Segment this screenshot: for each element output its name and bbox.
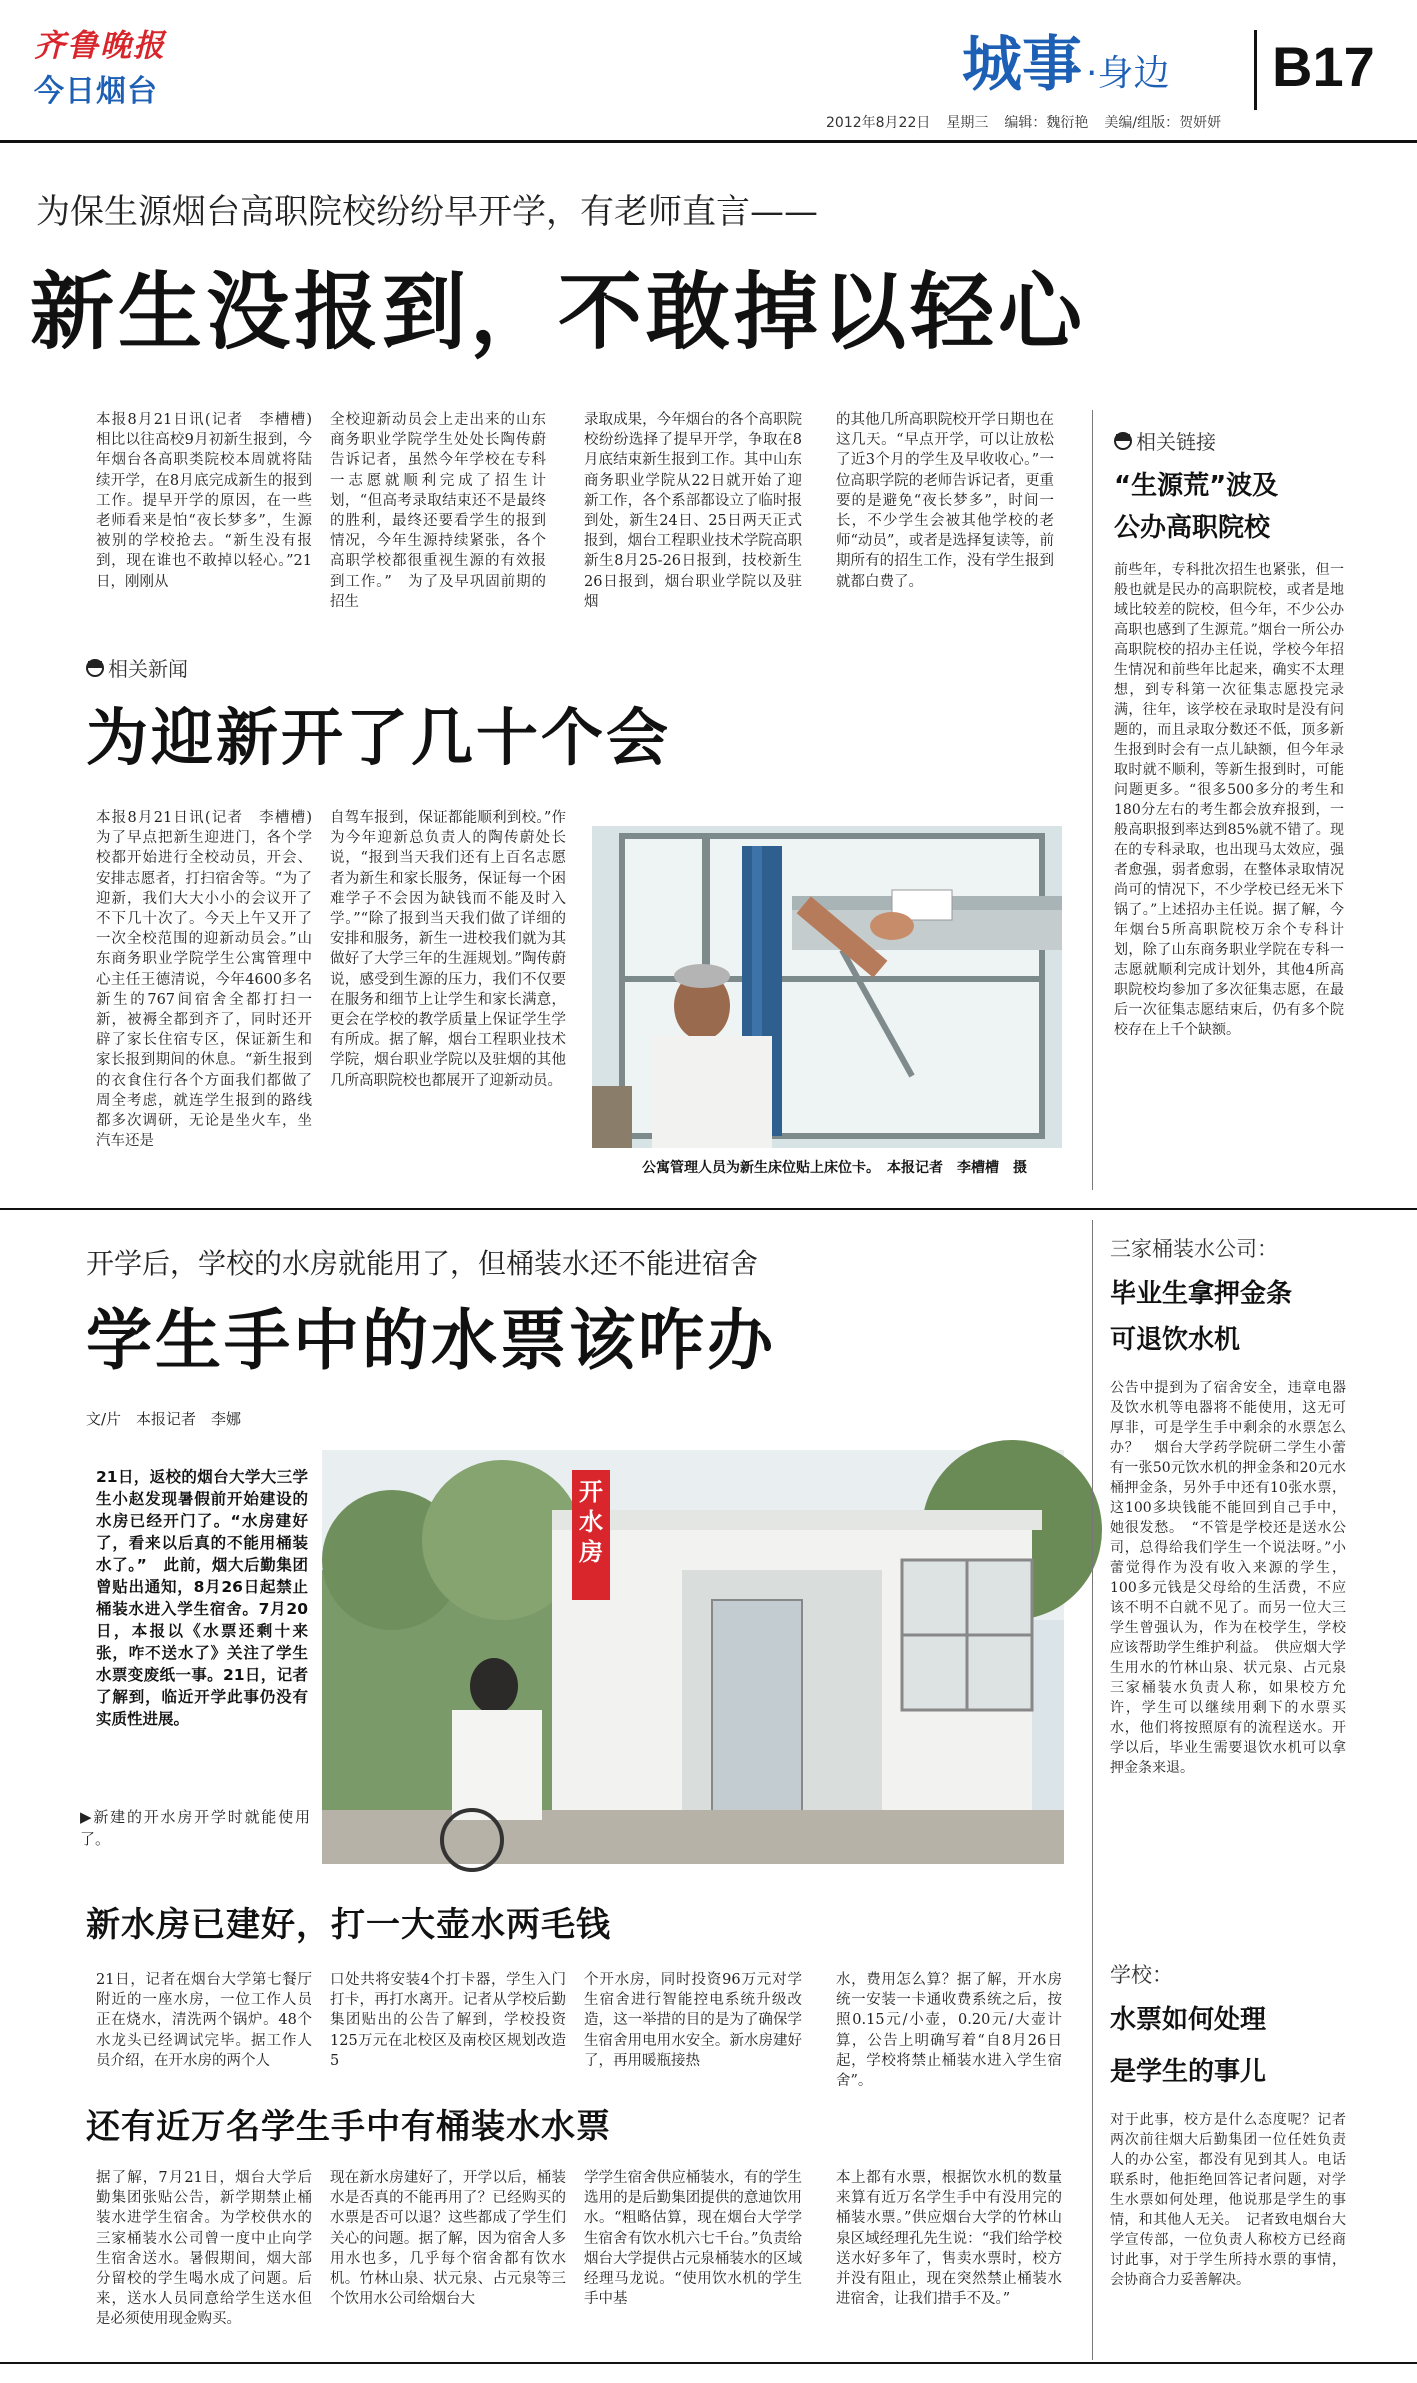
sidebar2-kicker: 三家桶装水公司： (1110, 1237, 1278, 1261)
sub1-col2: 口处共将安装4个打卡器，学生入门打卡，再打水离开。记者从学校后勤集团贴出的公告了解到，学校投资125万元在北校区及南校区规划改造5 (330, 1972, 566, 2069)
newspaper-logo: 齐鲁晚报 (34, 28, 166, 64)
story1-col1: 本报8月21日讯(记者 李槽槽) 相比以往高校9月初新生报到，今年烟台各高职类院校本周就将陆续开学，在8月底完成新生的报到工作。提早开学的原因，在一些老师看来是怕“夜长梦多”，生源被别的学校抢去。“新生没有报到，现在谁也不敢掉以轻心。”21日，刚刚从 (96, 412, 327, 590)
footer-rule (0, 2362, 1417, 2364)
story1-kicker: 为保生源烟台高职院校纷纷早开学，有老师直言—— (36, 192, 818, 232)
sidebar2-headline2: 可退饮水机 (1110, 1325, 1241, 1355)
story3-byline: 文/片 本报记者 李娜 (86, 1410, 242, 1428)
story2-col1: 本报8月21日讯(记者 李槽槽) 为了早点把新生迎进门，各个学校都开始进行全校动员，开会、安排志愿者，打扫宿舍等。“为了迎新，我们大大小小的会议开了不下几十次了。今天上午又开了一次全校范围的迎新动员会。”山东商务职业学院学生公寓管理中心主任王德清说，今年4600多名新生的767间宿舍全都打扫一新，被褥全都到齐了，同时还开辟了家长住宿专区，保证新生和家长报到期间的休息。“新生报到的衣食住行各个方面我们都做了周全考虑，就连学生报到的路线都多次调研，无论是坐火车，坐汽车还是 (96, 810, 327, 1150)
story3-kicker: 开学后，学校的水房就能用了，但桶装水还不能进宿舍 (86, 1247, 759, 1280)
story2-tag: 相关新闻 (86, 655, 188, 683)
section-title (962, 30, 1169, 100)
story2-headline: 为迎新开了几十个会 (86, 701, 672, 774)
sidebar3-headline1: 水票如何处理 (1110, 2005, 1267, 2035)
dorm-photo-caption: 公寓管理人员为新生床位贴上床位卡。 本报记者 李槽槽 摄 (642, 1160, 1027, 1176)
sidebar1-headline1: “生源荒”波及 (1114, 471, 1279, 501)
sidebar1-headline2: 公办高职院校 (1114, 513, 1271, 543)
page-number: B17 (1272, 35, 1375, 98)
sub1-col4: 水，费用怎么算？据了解，开水房统一安装一卡通收费系统之后，按照0.15元/小壶，0.20元/大壶计算，公告上明确写着“自8月26日起，学校将禁止桶装水进入学生宿舍”。 (836, 1972, 1062, 2090)
sub1-headline: 新水房已建好，打一大壶水两毛钱 (86, 1905, 611, 1945)
water-house-photo-image (322, 1450, 1064, 1864)
water-photo-caption: ▶新建的开水房开学时就能使用了。 (80, 1808, 310, 1848)
sub2-headline: 还有近万名学生手中有桶装水水票 (86, 2107, 611, 2147)
section-rule-1 (0, 1208, 1417, 1210)
sidebar1-body: 前些年，专科批次招生也紧张，但一般也就是民办的高职院校，或者是地域比较差的院校，但今年，不少公办高职也感到了生源荒。”烟台一所公办高职院校的招办主任说，学校今年招生情况和前些年比起来，确实不太理想，到专科第一次征集志愿投完录满，往年，该学校在录取时是没有问题的，而且录取分数还不低，顶多新生报到时会有一点儿缺额，但今年录取时就不顺利，等新生报到时，可能问题更多。“很多500多分的考生和180分左右的考生都会放弃报到，一般高职报到率达到85%就不错了。现在的专科录取，也出现马太效应，强者愈强，弱者愈弱，在整体录取情况尚可的情况下，不少学校已经无米下锅了。”上述招办主任说。据了解，今年烟台5所高职院校万余个专科计划，除了山东商务职业学院在专科一志愿就顺利完成计划外，其他4所高职院校均参加了多次征集志愿，在最后一次征集志愿结束后，仍有多个院校存在上千个缺额。 (1114, 562, 1344, 1038)
sidebar3-headline2: 是学生的事儿 (1110, 2057, 1267, 2087)
story3-headline: 学生手中的水票该咋办 (86, 1302, 776, 1379)
tag-bullet-icon (1114, 432, 1132, 450)
sidebar-divider-2 (1092, 1220, 1093, 2360)
water-house-sign: 开水房 (579, 1478, 603, 1566)
sub2-col2: 现在新水房建好了，开学以后，桶装水是否真的不能再用了？已经购买的水票是否可以退？这些都成了学生们关心的问题。据了解，因为宿舍人多用水也多，几乎每个宿舍都有饮水机。竹林山泉、状元泉、占元泉等三个饮用水公司给烟台大 (330, 2170, 566, 2308)
sidebar2-body: 公告中提到为了宿舍安全，违章电器及饮水机等电器将不能使用，这无可厚非，可是学生手中剩余的水票怎么办？ 烟台大学药学院研二学生小蕾有一张50元饮水机的押金条和20元水桶押金条，另外手中还有10张水票，这100多块钱能不能回到自己手中，她很发愁。 “不管是学校还是送水公司，总得给我们学生一个说法呀。”小蕾觉得作为没有收入来源的学生，100多元钱是父母给的生活费，不应该不明不白就不见了。而另一位大三学生曾强认为，作为在校学生，学校应该帮助学生维护利益。 供应烟大学生用水的竹林山泉、状元泉、占元泉三家桶装水负责人称，如果校方允许，学生可以继续用剩下的水票买水，他们将按照原有的流程送水。开学以后，毕业生需要退饮水机可以拿押金条来退。 (1110, 1380, 1346, 1776)
sidebar2-headline1: 毕业生拿押金条 (1110, 1279, 1293, 1309)
sub2-col4: 本上都有水票，根据饮水机的数量来算有近万名学生手中有没用完的桶装水票。”供应烟台大学的竹林山泉区域经理孔先生说：“我们给学校送水好多年了，售卖水票时，校方并没有阻止，现在突然禁止桶装水进宿舍，让我们措手不及。” (836, 2170, 1062, 2308)
story2-col2: 自驾车报到，保证都能顺利到校。”作为今年迎新总负责人的陶传蔚处长说，“报到当天我们还有上百名志愿者为新生和家长服务，保证每一个困难学子不会因为缺钱而不能及时入学。”“除了报到当天我们做了详细的安排和服务，新生一进校我们就为其做好了大学三年的生涯规划。”陶传蔚说，感受到生源的压力，我们不仅要在服务和细节上让学生和家长满意，更会在学校的教学质量上保证学生学有所成。据了解，烟台工程职业技术学院，烟台职业学院以及驻烟的其他几所高职院校也都展开了迎新动员。 (330, 810, 566, 1089)
water-house-photo (322, 1450, 1064, 1864)
story1-col3: 录取成果，今年烟台的各个高职院校纷纷选择了提早开学，争取在8月底结束新生报到工作。其中山东商务职业学院从22日就开始了迎新工作，各个系部都设立了临时报到处，新生24日、25日两天正式报到，烟台工程职业技术学院高职新生8月25-26日报到，技校新生26日报到，烟台职业学院以及驻烟 (584, 412, 802, 610)
header-divider (1254, 30, 1257, 110)
story1-headline: 新生没报到，不敢掉以轻心 (30, 263, 1087, 361)
date: 2012年8月22日 (826, 115, 931, 131)
story3-lead: 21日，返校的烟台大学大三学生小赵发现暑假前开始建设的水房已经开门了。“水房建好了，看来以后真的不能用桶装水了。” 此前，烟大后勤集团曾贴出通知，8月26日起禁止桶装水进入学生宿舍。7月20日，本报以《水票还剩十来张，咋不送水了》关注了学生水票变废纸一事。21日，记者了解到，临近开学此事仍没有实质性进展。 (96, 1468, 308, 1728)
sidebar3-kicker: 学校： (1110, 1963, 1173, 1987)
sub1-col3: 个开水房，同时投资96万元对学生宿舍进行智能控电系统升级改造，这一举措的目的是为了确保学生宿舍用电用水安全。新水房建好了，再用暖瓶接热 (584, 1972, 802, 2069)
section-main: 城事 (962, 30, 1082, 100)
dateline (826, 112, 1237, 132)
editor: 编辑：魏衍艳 (1004, 115, 1089, 131)
section-sub: ·身边 (1086, 53, 1170, 94)
dorm-photo-image (592, 826, 1062, 1148)
designer: 美编/组版：贺妍妍 (1104, 115, 1222, 131)
weekday: 星期三 (946, 115, 989, 131)
story1-col2: 全校迎新动员会上走出来的山东商务职业学院学生处处长陶传蔚告诉记者，虽然今年学校在专科一志愿就顺利完成了招生计划，“但高考录取结束还不是最终的胜利，最终还要看学生的报到情况，今年生源持续紧张，各个高职学校都很重视生源的有效报到工作。” 为了及早巩固前期的招生 (330, 412, 546, 610)
sub2-col3: 学学生宿舍供应桶装水，有的学生选用的是后勤集团提供的意迪饮用水。“粗略估算，现在烟台大学学生宿舍有饮水机六七千台。”负责给烟台大学提供占元泉桶装水的区域经理马龙说。“使用饮水机的学生手中基 (584, 2170, 802, 2308)
dorm-photo (592, 826, 1062, 1148)
sidebar-divider-1 (1092, 410, 1093, 1190)
sub1-col1: 21日，记者在烟台大学第七餐厅附近的一座水房，一位工作人员正在烧水，清洗两个锅炉。48个水龙头已经调试完毕。据工作人员介绍，在开水房的两个人 (96, 1972, 312, 2069)
sidebar3-body: 对于此事，校方是什么态度呢？记者两次前往烟大后勤集团一位任姓负责人的办公室，都没有见到其人。电话联系时，他拒绝回答记者问题，对学生水票如何处理，他说那是学生的事情，和其他人无关。 记者致电烟台大学宣传部，一位负责人称校方已经商讨此事，对于学生所持水票的事情，会协商合力妥善解决。 (1110, 2112, 1346, 2288)
story1-col4: 的其他几所高职院校开学日期也在这几天。“早点开学，可以让放松了近3个月的学生及早收收心。”一位高职学院的老师告诉记者，更重要的是避免“夜长梦多”，时间一长，不少学生会被其他学校的老师“动员”，或者是选择复读等，前期所有的招生工作，没有学生报到就都白费了。 (836, 412, 1054, 590)
masthead (34, 26, 264, 126)
header-rule (0, 140, 1417, 143)
edition-name: 今日烟台 (34, 74, 158, 109)
tag-bullet-icon (86, 659, 104, 677)
sub2-col1: 据了解，7月21日，烟台大学后勤集团张贴公告，新学期禁止桶装水进学生宿舍。为学校供水的三家桶装水公司曾一度中止向学生宿舍送水。暑假期间，烟大部分留校的学生喝水成了问题。后来，送水人员同意给学生送水但是必须使用现金购买。 (96, 2170, 312, 2328)
sidebar1-tag: 相关链接 (1114, 428, 1216, 456)
